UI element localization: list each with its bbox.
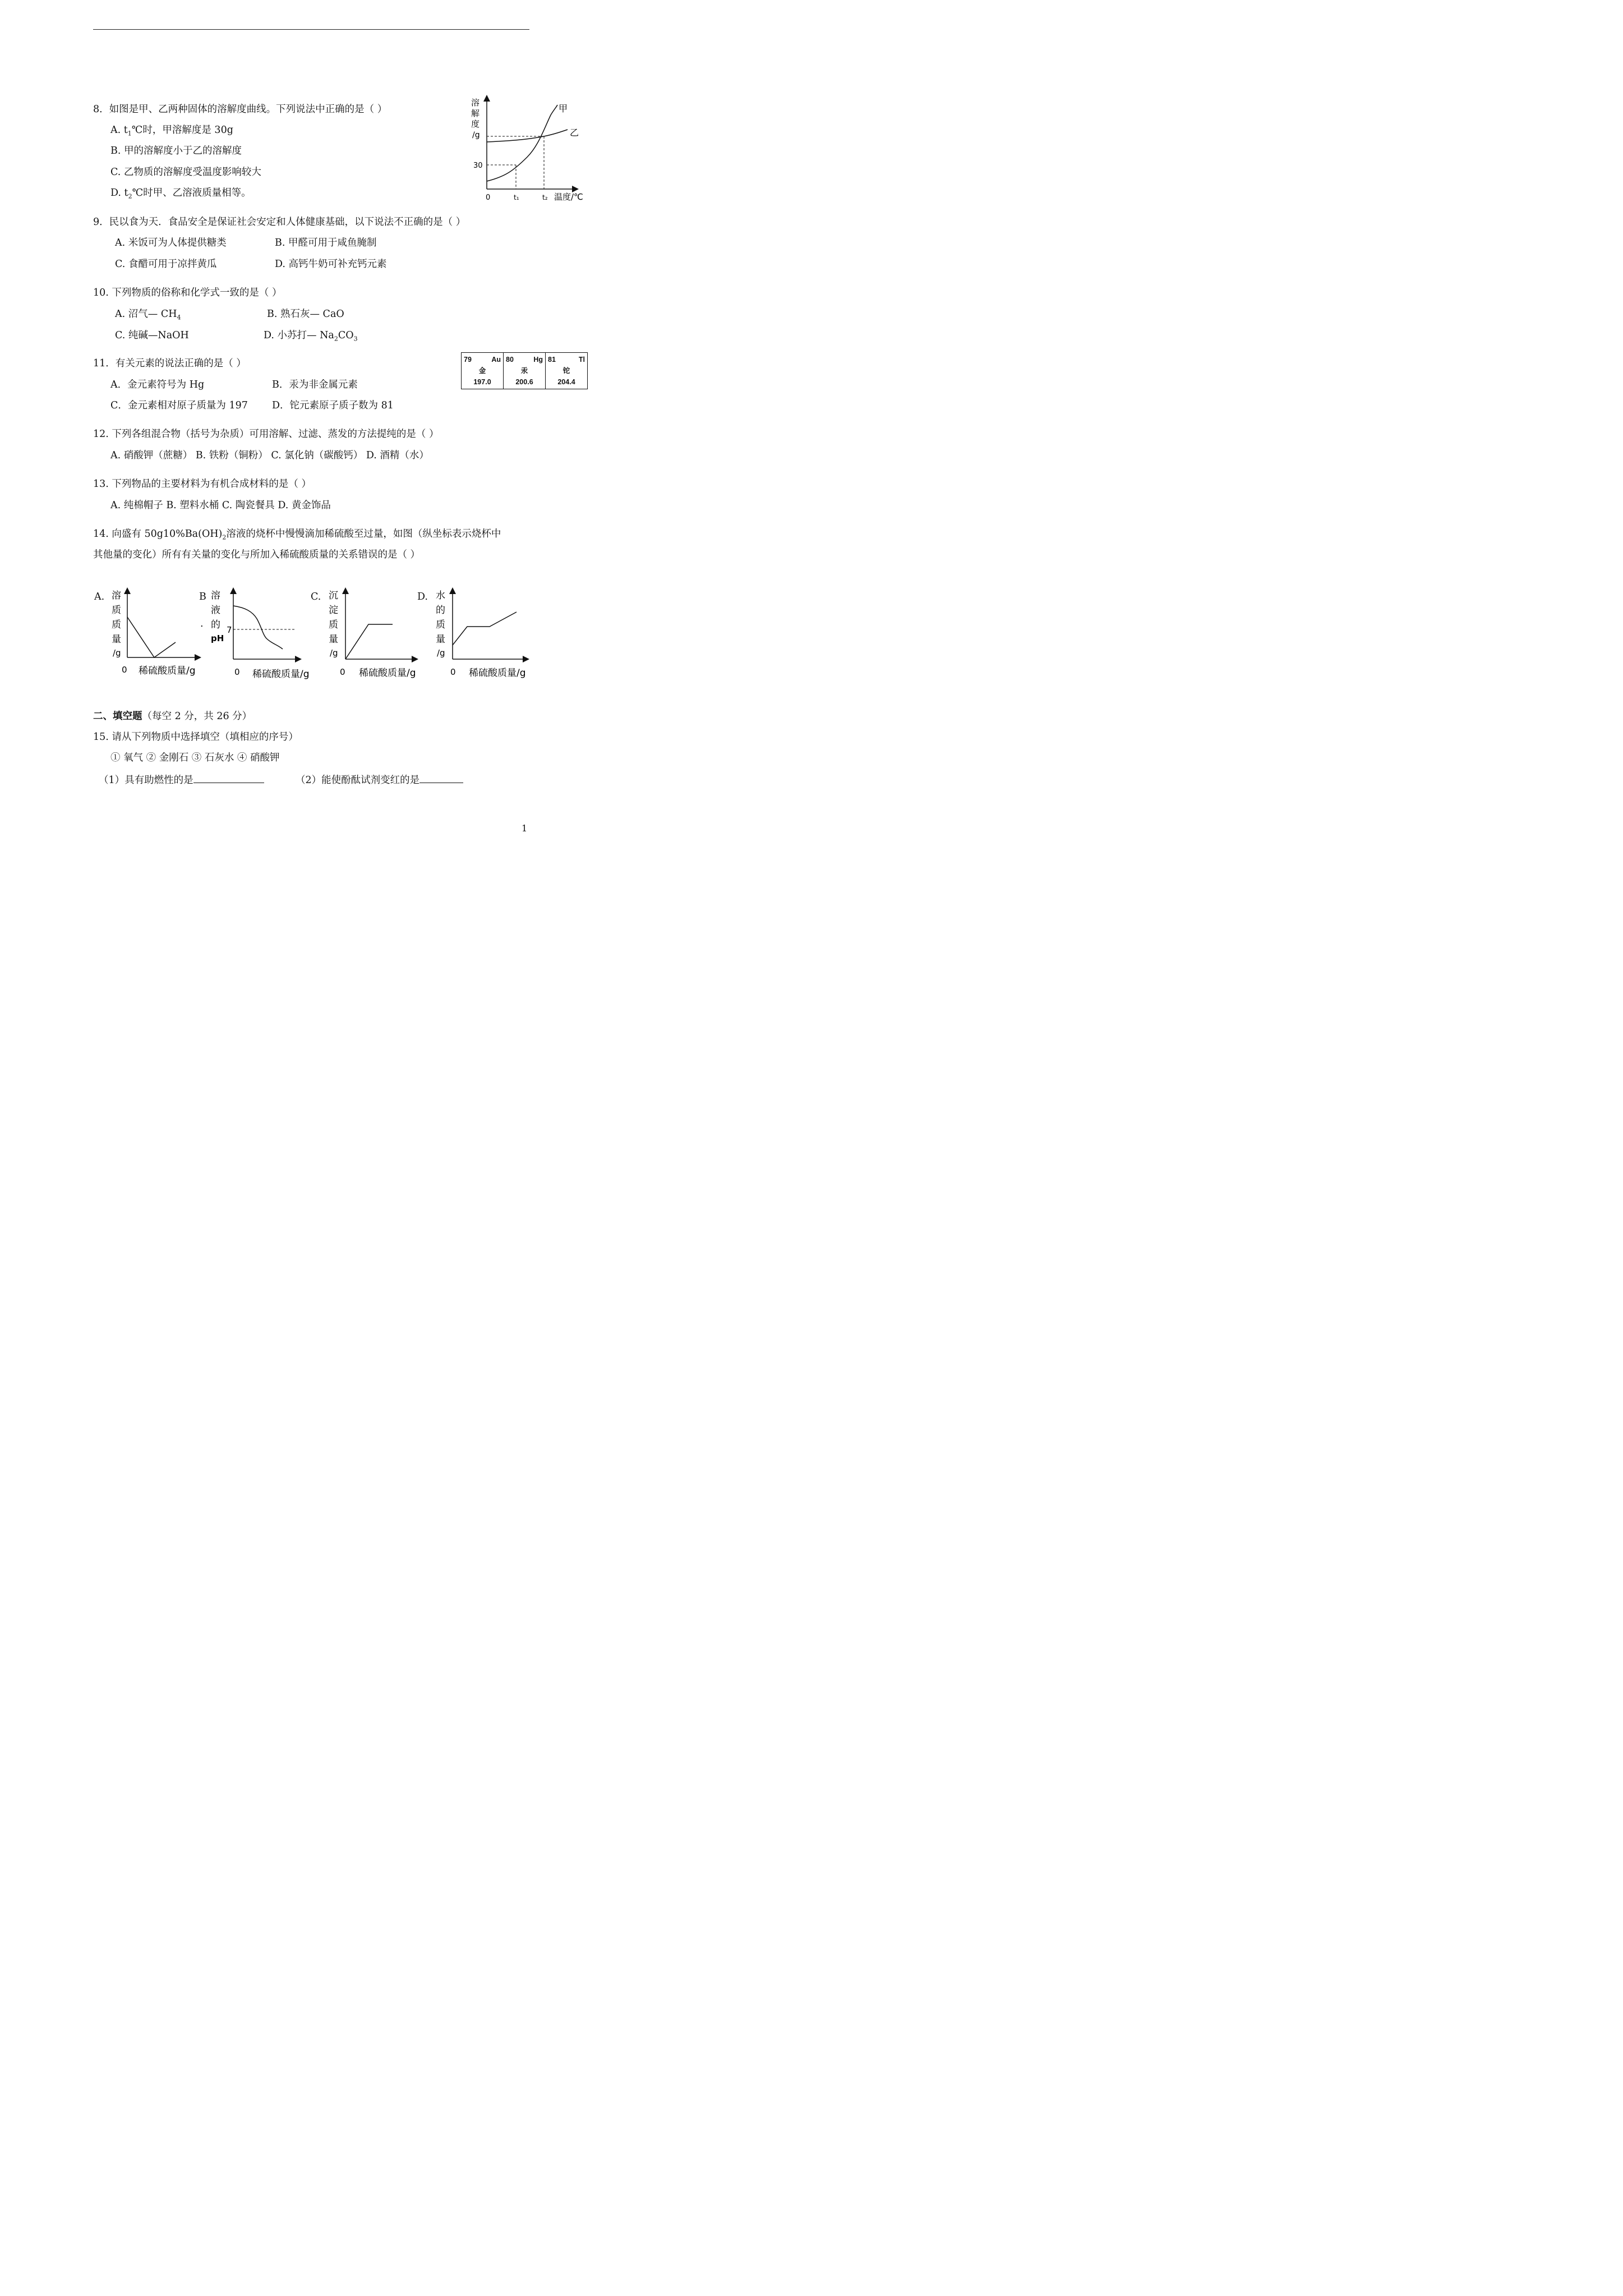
graph-c-ylabel-5: /g <box>330 648 338 658</box>
q9-option-d: D. 高钙牛奶可补充钙元素 <box>275 259 387 270</box>
graph-c-ylabel-3: 质 <box>329 619 338 631</box>
t2-label: t₂ <box>542 194 548 201</box>
q15-part1: （1）具有助燃性的是 <box>99 772 264 786</box>
graph-d-origin: 0 <box>450 667 456 677</box>
origin-label: 0 <box>486 194 491 202</box>
q11-option-d: D．铊元素原子质子数为 81 <box>272 400 394 411</box>
q8-option-d: D. $t_2℃$时甲、乙溶液质量相等。 <box>110 187 251 200</box>
q14-stem-line2: 其他量的变化）所有有关量的变化与所加入稀硫酸质量的关系错误的是（ ） <box>93 549 421 560</box>
q12-options: A. 硝酸钾（蔗糖） B. 铁粉（铜粉） C. 氯化钠（碳酸钙） D. 酒精（水） <box>110 450 429 461</box>
graph-a-line <box>127 617 176 657</box>
graph-b-ylabel-2: 液 <box>211 605 220 616</box>
graph-d-label: D. <box>417 591 428 602</box>
q10-option-d: D. 小苏打— $Na_2CO_3$ <box>264 330 358 343</box>
q15-part2: （2）能使酚酞试剂变红的是 <box>296 772 463 786</box>
q14-stem-line1: 14. 向盛有 $50g10\%Ba(OH)_2$溶液的烧杯中慢慢滴加稀硫酸至过量，如图（纵坐标表示烧杯中 <box>93 528 501 541</box>
graph-a-ylabel-2: 质 <box>112 605 121 616</box>
graph-c-origin: 0 <box>340 667 345 677</box>
element-cell-au: 79 Au 金 197.0 <box>462 353 504 389</box>
curve-yi <box>487 130 568 142</box>
q10-stem: 10. 下列物质的俗称和化学式一致的是（ ） <box>93 287 282 298</box>
graph-a-xlabel: 稀硫酸质量/g <box>139 665 196 677</box>
graph-a <box>109 586 202 682</box>
q15-items: ① 氧气 ② 金刚石 ③ 石灰水 ④ 硝酸钾 <box>110 752 280 763</box>
page-number: 1 <box>522 823 528 834</box>
graph-c-ylabel-1: 沉 <box>329 590 338 601</box>
element-cell-tl: 81 Tl 铊 204.4 <box>546 353 588 389</box>
q9-stem: 9．民以食为天．食品安全是保证社会安定和人体健康基础，以下说法不正确的是（ ） <box>93 217 466 228</box>
graph-b <box>209 586 310 682</box>
q10-option-b: B. 熟石灰— CaO <box>267 309 344 320</box>
graph-d <box>434 586 532 682</box>
graph-b-origin: 0 <box>234 667 240 677</box>
q11-option-b: B．汞为非金属元素 <box>272 379 358 390</box>
q8-option-b: B. 甲的溶解度小于乙的溶解度 <box>110 145 242 157</box>
solubility-curve-graph <box>465 93 589 205</box>
q11-stem: 11．有关元素的说法正确的是（ ） <box>93 358 246 369</box>
graph-a-ylabel-4: 量 <box>112 634 121 645</box>
q15-stem: 15. 请从下列物质中选择填空（填相应的序号） <box>93 731 298 743</box>
graph-c-xlabel: 稀硫酸质量/g <box>359 668 416 679</box>
t1-label: t₁ <box>514 194 519 201</box>
q11-option-a: A．金元素符号为 Hg <box>110 379 205 390</box>
q15-part2-blank[interactable] <box>419 772 463 783</box>
q13-stem: 13. 下列物品的主要材料为有机合成材料的是（ ） <box>93 478 311 490</box>
graph-c <box>326 586 419 682</box>
graph-c-line <box>345 624 393 659</box>
graph-b-ylabel-3: 的 <box>211 619 220 631</box>
y-tick-30: 30 <box>473 162 483 170</box>
graph-b-ylabel-4: pH <box>211 633 224 643</box>
q11-option-c: C．金元素相对原子质量为 197 <box>110 400 248 411</box>
graph-c-ylabel-4: 量 <box>329 634 338 645</box>
graph-b-dot: . <box>200 618 204 629</box>
q8-option-c: C. 乙物质的溶解度受温度影响较大 <box>110 167 261 178</box>
graph-d-line <box>453 612 517 645</box>
xlabel: 温度/℃ <box>554 192 583 202</box>
series-yi-label: 乙 <box>570 127 579 138</box>
q10-option-a: A. 沼气— $CH_4$ <box>115 309 181 321</box>
periodic-table-cells <box>461 352 588 389</box>
graph-a-ylabel-1: 溶 <box>112 590 121 601</box>
graph-a-ylabel-5: /g <box>113 648 121 658</box>
curve-jia <box>487 105 557 181</box>
q15-part1-blank[interactable] <box>193 772 264 783</box>
q8-stem: 8．如图是甲、乙两种固体的溶解度曲线。下列说法中正确的是（ ） <box>93 104 388 115</box>
ylabel-3: 度 <box>471 119 480 129</box>
graph-b-ph7: 7 <box>227 625 232 635</box>
graph-b-line <box>233 606 283 649</box>
graph-a-origin: 0 <box>122 665 127 675</box>
q8-option-a: A. $t_1℃$时，甲溶解度是 30g <box>110 125 233 137</box>
q9-option-a: A. 米饭可为人体提供糖类 <box>115 237 227 249</box>
ylabel-2: 解 <box>471 108 480 118</box>
q13-options: A. 纯棉帽子 B. 塑料水桶 C. 陶瓷餐具 D. 黄金饰品 <box>110 500 331 511</box>
graph-d-ylabel-2: 的 <box>436 605 445 616</box>
q9-option-c: C. 食醋可用于凉拌黄瓜 <box>115 259 217 270</box>
graph-d-ylabel-3: 质 <box>436 619 445 631</box>
graph-d-xlabel: 稀硫酸质量/g <box>469 668 526 679</box>
series-jia-label: 甲 <box>559 103 568 114</box>
ylabel-1: 溶 <box>471 98 480 108</box>
graph-c-ylabel-2: 淀 <box>329 605 338 616</box>
graph-b-ylabel-1: 溶 <box>211 590 220 601</box>
graph-c-label: C. <box>311 591 321 602</box>
element-cell-hg: 80 Hg 汞 200.6 <box>504 353 546 389</box>
q12-stem: 12. 下列各组混合物（括号为杂质）可用溶解、过滤、蒸发的方法提纯的是（ ） <box>93 429 439 440</box>
graph-d-ylabel-1: 水 <box>436 590 445 601</box>
q9-option-b: B. 甲醛可用于咸鱼腌制 <box>275 237 377 249</box>
graph-b-xlabel: 稀硫酸质量/g <box>252 669 310 680</box>
graph-d-ylabel-4: 量 <box>436 634 445 645</box>
q10-option-c: C. 纯碱—NaOH <box>115 330 189 341</box>
header-rule <box>93 29 529 30</box>
ylabel-4: /g <box>472 131 480 140</box>
graph-a-ylabel-3: 质 <box>112 619 121 631</box>
graph-a-label: A. <box>94 591 105 602</box>
graph-d-ylabel-5: /g <box>437 648 445 658</box>
section-2-heading: 二、填空题（每空 2 分，共 26 分） <box>93 711 252 722</box>
graph-b-label: B <box>199 591 206 602</box>
